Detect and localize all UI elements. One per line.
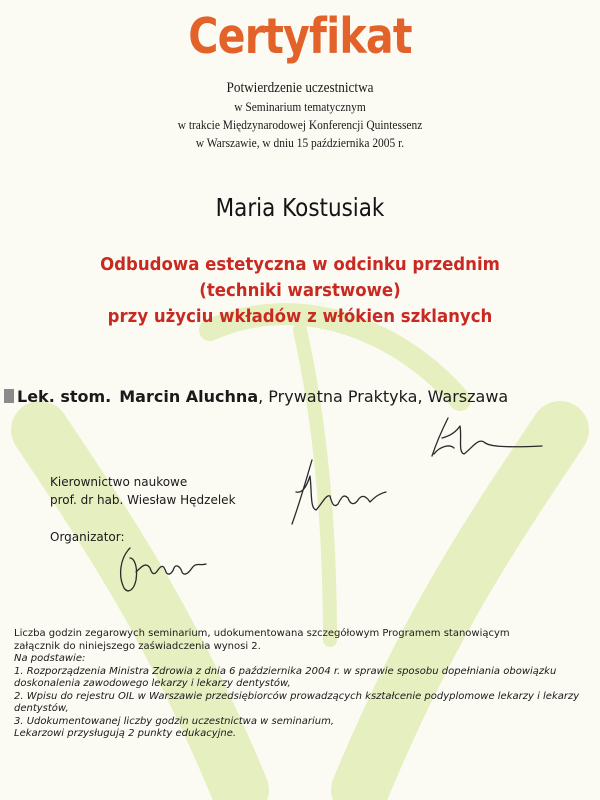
seminar-topic <box>0 252 600 330</box>
hours-line-1: Liczba godzin zegarowych seminarium, udokumentowana szczegółowym Programem stanowiącym <box>14 628 510 639</box>
scientific-management-label: Kierownictwo naukowe <box>50 475 188 489</box>
lecturer-line <box>4 387 564 406</box>
management-signature <box>282 452 392 530</box>
topic-line-3: przy użyciu wkładów z włókien szklanych <box>107 306 493 327</box>
bullet-bar <box>4 389 14 403</box>
basis-label: Na podstawie: <box>14 653 86 664</box>
basis-item-2: 2. Wpisu do rejestru OIL w Warszawie przedsiębiorców prowadzących kształcenie podyplomowe lekarzy i lekarzy dentystów, <box>14 690 580 714</box>
basis-item-1-line-2: doskonalenia zawodowego lekarzy i lekarzy dentystów, <box>14 678 291 689</box>
hours-line-2: załącznik do niniejszego zaświadczenia wynosi 2. <box>14 640 261 652</box>
organizer-signature <box>110 536 220 600</box>
seminar-line: w Seminarium tematycznym <box>234 99 366 114</box>
basis-item-3-line-1: 3. Udokumentowanej liczby godzin uczestnictwa w seminarium, <box>14 715 335 727</box>
basis-item-3-line-2: Lekarzowi przysługują 2 punkty edukacyjne. <box>14 728 237 739</box>
attendance-statement <box>0 78 600 152</box>
topic-line-2: (techniki warstwowe) <box>199 280 401 301</box>
lecturer-name: Marcin Aluchna <box>119 387 259 406</box>
certificate-title: Certyfikat <box>188 8 412 65</box>
legal-footer <box>14 628 594 741</box>
lecturer-affiliation: , Prywatna Praktyka, Warszawa <box>258 387 509 406</box>
topic-line-1: Odbudowa estetyczna w odcinku przednim <box>100 254 500 275</box>
lecturer-title: Lek. stom. <box>17 387 112 406</box>
basis-item-1-line-1: 1. Rozporządzenia Ministra Zdrowia z dnia 6 października 2004 r. w sprawie sposobu dopełniania obowiązku <box>14 665 557 677</box>
attendance-lead: Potwierdzenie uczestnictwa <box>226 80 374 96</box>
conference-line: w trakcie Międzynarodowej Konferencji Quintessenz <box>177 117 423 132</box>
date-line: w Warszawie, w dniu 15 października 2005 r. <box>195 135 405 150</box>
scientific-management-person: prof. dr hab. Wiesław Hędzelek <box>50 493 236 507</box>
scientific-management-block <box>50 473 236 509</box>
organizer-label: Organizator: <box>50 530 125 544</box>
lecturer-signature <box>420 408 550 466</box>
participant-name: Maria Kostusiak <box>215 193 385 222</box>
